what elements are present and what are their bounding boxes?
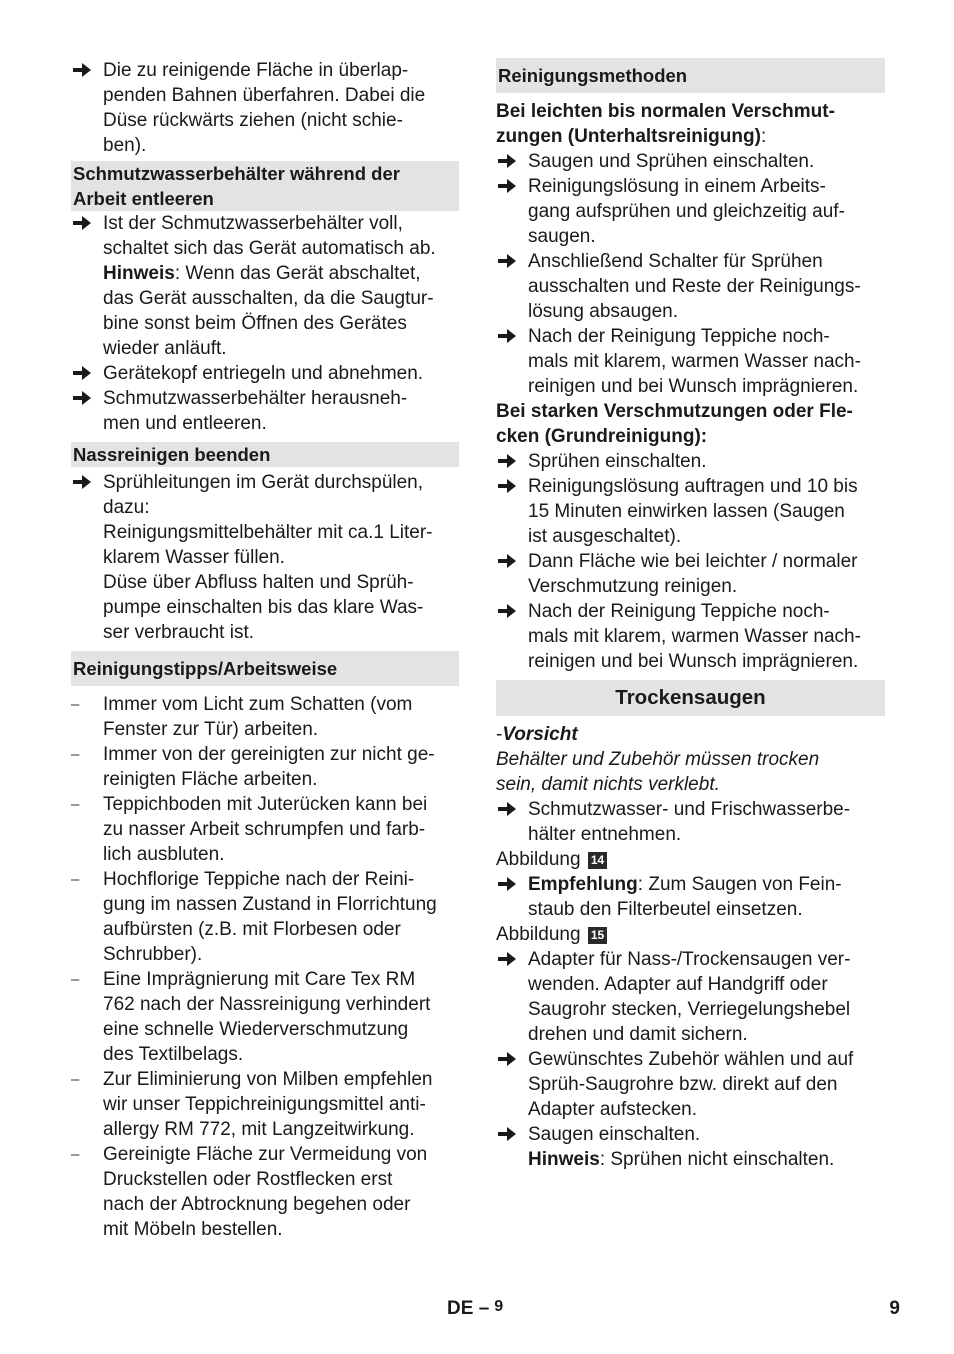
dash-bullet: – <box>71 796 80 813</box>
arrow-right-icon <box>73 58 99 83</box>
list-item-line: saugen. <box>528 226 596 247</box>
list-item-line: Nach der Reinigung Teppiche noch- <box>528 601 830 622</box>
subheading <box>496 399 885 449</box>
list-item-line: 762 nach der Nassreinigung verhindert <box>103 994 431 1015</box>
list-item-line: Schmutzwasserbehälter herausneh- <box>103 388 408 409</box>
list-item-line: Reinigungslösung auftragen und 10 bis <box>528 476 858 497</box>
list-item <box>71 386 459 436</box>
caution-text: Behälter und Zubehör müssen trocken <box>496 749 820 770</box>
hint-label: Hinweis <box>103 263 175 284</box>
list-item-line: Düse über Abfluss halten und Sprüh- <box>103 572 414 593</box>
list-item-line: dazu: <box>103 497 150 518</box>
hint-text: : Wenn das Gerät abschaltet, <box>174 263 421 284</box>
list-item-line: Saugrohr stecken, Verriegelungshebel <box>528 999 851 1020</box>
list-item <box>71 58 459 158</box>
subheading-line <box>496 124 885 149</box>
list-item-line: ist ausgeschaltet). <box>528 526 682 547</box>
dash-bullet: – <box>71 971 80 988</box>
list-item-line: nach der Abtrocknung begehen oder <box>103 1194 411 1215</box>
dash-bullet: – <box>71 871 80 888</box>
figure-reference <box>496 922 885 947</box>
list-item-line: ausschalten und Reste der Reinigungs- <box>528 276 861 297</box>
list-item-line: Schmutzwasser- und Frischwasserbe- <box>528 799 851 820</box>
arrow-right-icon <box>73 361 99 386</box>
arrow-right-icon <box>498 1122 524 1147</box>
footer-page-label <box>447 1296 503 1322</box>
figure-number-badge: 14 <box>588 852 607 869</box>
caution-prefix: - <box>496 724 503 745</box>
list-item-line: Zur Eliminierung von Milben empfehlen <box>103 1069 433 1090</box>
list-item-line: drehen und damit sichern. <box>528 1024 748 1045</box>
arrow-right-icon <box>498 599 524 624</box>
list-item <box>496 474 885 549</box>
list-item <box>71 967 459 1067</box>
list-item <box>71 470 459 645</box>
list-item-line: Anschließend Schalter für Sprühen <box>528 251 823 272</box>
caution-label: Vorsicht <box>502 724 578 745</box>
hint-line <box>528 1147 885 1172</box>
list-item <box>71 792 459 867</box>
list-item-line: hälter entnehmen. <box>528 824 682 845</box>
list-item-line: pumpe einschalten bis das klare Was- <box>103 597 424 618</box>
footer-separator: – <box>478 1298 490 1319</box>
list-item-line: reinigten Fläche arbeiten. <box>103 769 318 790</box>
list-item <box>496 947 885 1047</box>
list-item-line: Sprühleitungen im Gerät durchspülen, <box>103 472 424 493</box>
dash-bullet: – <box>71 746 80 763</box>
list-item-line: Verschmutzung reinigen. <box>528 576 738 597</box>
list-item-line: mals mit klarem, warmen Wasser nach- <box>528 626 861 647</box>
list-item-line: ser verbraucht ist. <box>103 622 254 643</box>
list-item-line: Immer von der gereinigten zur nicht ge- <box>103 744 435 765</box>
list-item <box>496 174 885 249</box>
list-item <box>496 1047 885 1122</box>
list-item-line: Fenster zur Tür) arbeiten. <box>103 719 319 740</box>
list-item-line: Immer vom Licht zum Schatten (vom <box>103 694 413 715</box>
list-item-line: Saugen einschalten. <box>528 1124 701 1145</box>
list-item <box>496 599 885 674</box>
section-heading: Reinigungsmethoden <box>496 58 885 93</box>
list-item-line: Saugen und Sprühen einschalten. <box>528 151 815 172</box>
subheading-line: Bei leichten bis normalen Verschmut- <box>496 101 835 122</box>
list-item-line: reinigen und bei Wunsch imprägnieren. <box>528 651 859 672</box>
list-item-line: lösung absaugen. <box>528 301 679 322</box>
dash-bullet: – <box>71 1146 80 1163</box>
arrow-right-icon <box>498 797 524 822</box>
arrow-right-icon <box>73 386 99 411</box>
list-item-line: Adapter aufstecken. <box>528 1099 697 1120</box>
list-item-line: ben). <box>103 135 147 156</box>
list-item-line: gung im nassen Zustand in Florrichtung <box>103 894 437 915</box>
list-item-line: Gerätekopf entriegeln und abnehmen. <box>103 363 424 384</box>
list-item-line: gang aufsprühen und gleichzeitig auf- <box>528 201 845 222</box>
hint-label: Hinweis <box>528 1149 600 1170</box>
list-item <box>496 797 885 847</box>
list-item-line: Reinigungslösung in einem Arbeits- <box>528 176 826 197</box>
arrow-right-icon <box>498 474 524 499</box>
list-item <box>496 1122 885 1172</box>
list-item-line: aufbürsten (z.B. mit Florbesen oder <box>103 919 401 940</box>
list-item-line: Schrubber). <box>103 944 203 965</box>
methods-list-light <box>496 149 885 399</box>
list-item-line: mit Möbeln bestellen. <box>103 1219 283 1240</box>
right-column <box>496 58 885 1172</box>
list-item <box>71 742 459 792</box>
list-item-line: penden Bahnen überfahren. Dabei die <box>103 85 426 106</box>
list-item-line: allergy RM 772, mit Langzeitwirkung. <box>103 1119 415 1140</box>
caution-line <box>496 722 885 747</box>
subheading <box>496 99 885 149</box>
list-item-line: reinigen und bei Wunsch imprägnieren. <box>528 376 859 397</box>
list-item-line: des Textilbelags. <box>103 1044 244 1065</box>
arrow-right-icon <box>498 1047 524 1072</box>
list-item-line: Eine Imprägnierung mit Care Tex RM <box>103 969 416 990</box>
list-item-line: Nach der Reinigung Teppiche noch- <box>528 326 830 347</box>
list-item <box>71 692 459 742</box>
list-item-line: Gewünschtes Zubehör wählen und auf <box>528 1049 854 1070</box>
methods-list-heavy <box>496 449 885 674</box>
figure-label: Abbildung <box>496 849 581 870</box>
tips-list <box>71 692 459 1242</box>
arrow-right-icon <box>73 470 99 495</box>
list-item <box>496 872 885 922</box>
arrow-right-icon <box>498 872 524 897</box>
list-item <box>496 149 885 174</box>
section-heading: Nassreinigen beenden <box>71 442 459 467</box>
list-item <box>496 249 885 324</box>
section-heading <box>71 161 459 211</box>
arrow-right-icon <box>498 324 524 349</box>
list-item-line: wieder anläuft. <box>103 338 227 359</box>
section-heading: Reinigungstipps/Arbeitsweise <box>71 651 459 686</box>
list-item-line: Die zu reinigende Fläche in überlap- <box>103 60 409 81</box>
footer-language: DE <box>447 1298 474 1319</box>
list-item-line: mals mit klarem, warmen Wasser nach- <box>528 351 861 372</box>
arrow-right-icon <box>498 947 524 972</box>
arrow-right-icon <box>498 249 524 274</box>
figure-label: Abbildung <box>496 924 581 945</box>
figure-number-badge: 15 <box>588 927 607 944</box>
list-item-line: Adapter für Nass-/Trockensaugen ver- <box>528 949 851 970</box>
hint-text: : Sprühen nicht einschalten. <box>599 1149 835 1170</box>
list-item-line: Reinigungsmittelbehälter mit ca.1 Liter- <box>103 522 433 543</box>
list-item-line: zu nasser Arbeit schrumpfen und farb- <box>103 819 426 840</box>
list-item-line: Gereinigte Fläche zur Vermeidung von <box>103 1144 428 1165</box>
arrow-right-icon <box>498 174 524 199</box>
section-heading: Trockensaugen <box>496 680 885 716</box>
list-item-line: 15 Minuten einwirken lassen (Saugen <box>528 501 845 522</box>
list-item-line: lich ausbluten. <box>103 844 225 865</box>
list-item-line: schaltet sich das Gerät automatisch ab. <box>103 238 436 259</box>
list-item-line: staub den Filterbeutel einsetzen. <box>528 899 803 920</box>
recommendation-text: : Zum Saugen von Fein- <box>637 874 842 895</box>
list-item-line: wenden. Adapter auf Handgriff oder <box>528 974 828 995</box>
list-item-line: Hochflorige Teppiche nach der Reini- <box>103 869 415 890</box>
footer-page-number: 9 <box>494 1298 504 1315</box>
list-item <box>71 1067 459 1142</box>
list-item-line: Teppichboden mit Juterücken kann bei <box>103 794 428 815</box>
subheading-line: Bei starken Verschmutzungen oder Fle- <box>496 401 853 422</box>
list-item <box>71 211 459 361</box>
list-item-line: wir unser Teppichreinigungsmittel anti- <box>103 1094 426 1115</box>
list-item <box>496 549 885 599</box>
left-column <box>71 58 459 1242</box>
list-item <box>71 867 459 967</box>
section-heading-line: Arbeit entleeren <box>73 188 214 209</box>
list-item-line: bine sonst beim Öffnen des Gerätes <box>103 313 407 334</box>
page-number: 9 <box>889 1298 900 1319</box>
list-item-line: eine schnelle Wiederverschmutzung <box>103 1019 409 1040</box>
list-item-line: das Gerät ausschalten, da die Saugtur- <box>103 288 434 309</box>
list-item-line <box>528 872 885 897</box>
subheading-line: cken (Grundreinigung): <box>496 426 708 447</box>
list-item <box>496 449 885 474</box>
arrow-right-icon <box>498 149 524 174</box>
list-item-line: men und entleeren. <box>103 413 267 434</box>
arrow-right-icon <box>73 211 99 236</box>
list-item-line: klarem Wasser füllen. <box>103 547 285 568</box>
section-heading-line: Schmutzwasserbehälter während der <box>73 163 400 184</box>
hint-line <box>103 261 459 286</box>
list-item <box>71 1142 459 1242</box>
arrow-right-icon <box>498 449 524 474</box>
list-item-line: Sprüh-Saugrohre bzw. direkt auf den <box>528 1074 838 1095</box>
dash-bullet: – <box>71 696 80 713</box>
figure-reference <box>496 847 885 872</box>
recommendation-label: Empfehlung <box>528 874 638 895</box>
list-item <box>496 324 885 399</box>
list-item-line: Druckstellen oder Rostflecken erst <box>103 1169 393 1190</box>
list-item-line: Düse rückwärts ziehen (nicht schie- <box>103 110 403 131</box>
list-item-line: Dann Fläche wie bei leichter / normaler <box>528 551 858 572</box>
subheading-text: zungen (Unterhaltsreinigung) <box>496 126 761 147</box>
list-item-line: Ist der Schmutzwasserbehälter voll, <box>103 213 403 234</box>
dash-bullet: – <box>71 1071 80 1088</box>
list-item-line: Sprühen einschalten. <box>528 451 707 472</box>
caution-text: sein, damit nichts verklebt. <box>496 774 720 795</box>
list-item <box>71 361 459 386</box>
arrow-right-icon <box>498 549 524 574</box>
subheading-colon: : <box>760 126 767 147</box>
